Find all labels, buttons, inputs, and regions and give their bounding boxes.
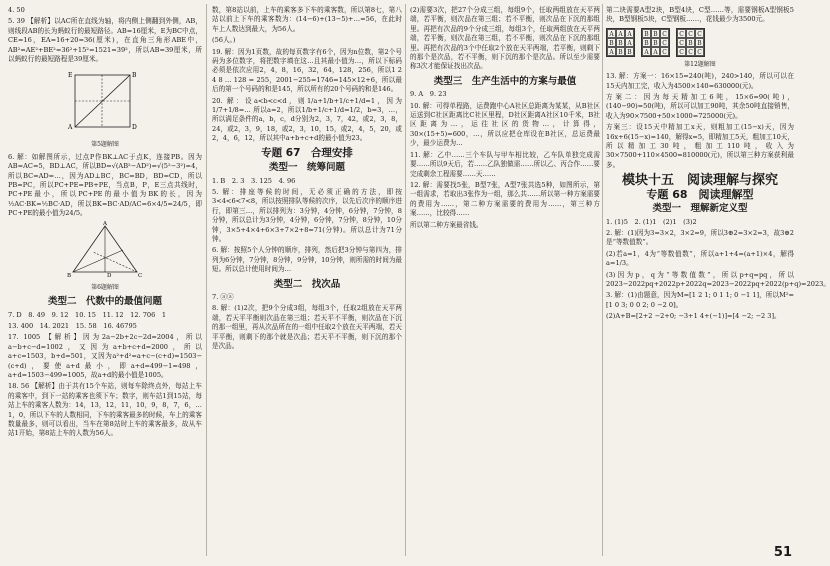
section-heading-type3: 类型三 生产生活中的方案与最值 bbox=[433, 75, 577, 87]
svg-text:B: B bbox=[132, 72, 137, 80]
answer-12: 12. 解：需要找5张，B型7张，A型7张共选5种，如图所示，第一组需求，若取出3张作为一组，那么共……所以第一种方案需要的费用为……，第二种方案需要的费用为……，第三种方案……，比较得…… bbox=[410, 180, 600, 218]
svg-text:E: E bbox=[68, 72, 73, 80]
figure-5-diagram bbox=[50, 67, 160, 137]
answer-2-part2: (2)若a=1，4为“等数值数”，所以a+1+4=(a+1)×4，解得a=1/3。 bbox=[606, 249, 794, 268]
answer-8-part2: (2)需要3次，把27个分成三组，每组9个，任取两组放在天平两端，若平衡，则次品在第三组；若不平衡，则次品在下沉的那组里。再把有次品的9个分成三组，每组3个，任取两组放在天平两端，若平衡，则次品在第三组，若不平衡，则次品在下沉的那组里。再把有次品的3个中任取2个放在天平两端，若平衡，则剩下的那个是次品，若不平衡，则下沉的那个是次品。所以至少需要称3次才能保证找出次品。 bbox=[410, 6, 600, 71]
answer-19: 19. 解：因为1页数，故的每页数字有6个，因为n位数，第2个号码为多位数字，将把数字填在这…且其最小值为…，所以下标码必须是依次应用2，4，8，16，32，64，128，256，所以1 2 4 8 … 128 = 255，2001−255=1746=145×12+6，所以最后的第一个号码的和是145，所以所有的20个号码的和是146。 bbox=[212, 47, 402, 94]
svg-text:B: B bbox=[67, 272, 72, 279]
answer-2-part1: 2. 解：(1)因为3=3×2，3×2=9，所以3⊕2=3×2=3，故3⊕2是“等数值数”。 bbox=[606, 228, 794, 247]
answer-18-cont: 数，第8站以前，上车的乘客多下车的乘客数，所以第8七，第八站以前上下车的乘客数为：(14−6)+(13−5)+…=56，在此时车上人数达到最大，为56人。 bbox=[212, 6, 402, 33]
figure-5-caption: 第5题解图 bbox=[91, 141, 119, 149]
answer-11: 11. 解：乙中……三个车队与甲车相比较，乙车队单独完成需要……所以9天后，若……乙队独做需……所以乙、丙合作……要完成剩余工程需要……天…… bbox=[410, 150, 600, 178]
topic-67-heading: 专题 67 合理安排 bbox=[261, 146, 353, 159]
answer-13-plan3: 方案三：设15天中精加工x天，则粗加工(15−x)天，因为16x+6(15−x)=140，解得x=5，即精加工5天，粗加工10天，所以精加工30吨，粗加工110吨，收入为30×7500+110×4500=810000(元)，所以第三种方案获利最多。 bbox=[606, 123, 794, 169]
answer-17: 17. 1005 【解析】因为2a−2b+2c−2d=2004，所以a−b+c−d=1002，又因为a+b+c+d=2000，所以a+c=1503，b+d=501，又因为a²+d²=a+c−(c+d)=1503−(c+d)，要使a+d最小，即a+d=499−1=498，a+d=1503−499=1005，故a+d的最小值是1005。 bbox=[8, 333, 202, 379]
grid-b: B B C B B C A A C bbox=[641, 28, 670, 57]
svg-text:D: D bbox=[107, 272, 112, 279]
answer-7: 7. ⓐⓐ bbox=[212, 292, 234, 301]
grid-a: A A A B B A A B B bbox=[606, 28, 635, 57]
answer-5: 5. 39 【解析】以AC所在直线为轴，将内侧上侧翻到外侧，AB，则线段AB的长为蚂蚁行的最短路径。AB=16厘米，E为BC中点，CE=16，EA=16+20=36(厘米)，在直角三角形ABE中，AB²=AE²+BE²=36²+15²=1521=39²，所以AB=39厘米，所以蚂蚁行的最短路程是39厘米。 bbox=[8, 17, 202, 64]
answer-13-plan2: 方案二：因为每天精加工6吨，15×6=90(吨)，(140−90)=50(吨)，所以可以加工90吨，其余50吨直接销售，收入为90×7500+50×1000=725000(元)。 bbox=[606, 93, 794, 120]
page-number: 51 bbox=[773, 545, 792, 560]
figure-6-caption: 第6题解图 bbox=[91, 283, 119, 291]
answer-5: 5. 解：排座等候的时间，无必须正确的方法，即按3<4<6<7<8，所以按照排队等候的次序，以先后次序的顺序进行，即第三…，所以排列为：3分钟，4分钟，6分钟，7分钟，8分钟，所以总计为3分钟，4分钟，6分钟，7分钟，8分钟，10分钟，3×5+4×4+6×3+7×2+8=71(分钟)。所以总计为71分钟。 bbox=[212, 187, 402, 243]
answer-2-part3: (3)因为p，q为“等数值数”，所以p+q=pq，所以2023−2022pq+2022p+2022q=2023−2022pq+2022(p+q)=2023。 bbox=[606, 270, 830, 288]
figure-12-grids bbox=[606, 28, 794, 57]
answer-12-cont: 第二块需要A型2块，B型4块，C型……等，需要钢板A型钢板5块，B型钢板5块，C型钢板……，花钱最少为3500元。 bbox=[606, 6, 794, 24]
answer-8: 8. 解：(1)2次，把9个分成3组，每组3个，任取2组放在天平两端，若天平平衡则次品在第三组；若天平不平衡，则次品在下沉的那一组里，再从次品所在的一组中任取2个放在天平两端，若天平平衡，则剩下的那个就是次品；若天平不平衡，则下沉的那个是次品。 bbox=[212, 304, 402, 350]
column-2 bbox=[212, 6, 402, 550]
section-heading-type1: 类型一 统筹问题 bbox=[268, 162, 345, 174]
answers-1: 1. (1)5 2. (1)1 (2)1 (3)2 bbox=[606, 217, 697, 226]
answers-1-4: 1. B 2. 3 3. 125 4. 96 bbox=[212, 176, 296, 185]
answer-6: 6. 解：按照5个人分钟的顺序，排列，然后把3分钟与第四为，排列为6分钟，7分钟，8分钟，9分钟，10分钟，则所需的时间为最短。所以总计使用时间为… bbox=[212, 246, 403, 274]
answer-18-result: (56人。) bbox=[212, 36, 236, 45]
column-divider bbox=[602, 4, 603, 556]
svg-text:A: A bbox=[68, 124, 73, 132]
topic-68-heading: 专题 68 阅读理解型 bbox=[646, 187, 754, 201]
answers-7-12: 7. D 8. 49 9. 12 10. 15 11. 12 12. 706 1 bbox=[8, 310, 167, 319]
column-divider bbox=[206, 4, 207, 556]
column-4 bbox=[606, 6, 830, 550]
svg-text:C: C bbox=[138, 272, 143, 279]
answer-12-conclusion: 所以第二种方案最省钱。 bbox=[410, 220, 483, 229]
figure-6-diagram bbox=[65, 222, 145, 280]
column-divider bbox=[405, 4, 406, 556]
module-15-heading: 模块十五 阅读理解与探究 bbox=[621, 173, 778, 189]
column-1 bbox=[8, 6, 202, 550]
answer-3-part2: (2)A+B=[2+2 −2+0; −3+1 4+(−1)]=[4 −2; −2 3]。 bbox=[606, 312, 781, 321]
svg-text:A: A bbox=[103, 220, 107, 227]
column-3 bbox=[410, 6, 600, 550]
answer-18: 18. 56 【解析】由于共有15个车站，则每车除终点外，每站上车的乘客中，到下一站的乘客也须下车；数字，则车站1到15站，每站上车的乘客人数为：14，13，12，11，10，9，8，7，6，…1，0，所以下车的人数相同，下车的乘客最多的时候，车上的乘客数量最多，则可以看出，当车在第8站时上车的乘客最多，故从车站1开始，第8站上车的人数为56人。 bbox=[8, 382, 202, 438]
section-heading-type2: 类型二 代数中的最值问题 bbox=[47, 296, 162, 308]
svg-text:D: D bbox=[132, 124, 137, 132]
section-heading-type1: 类型一 理解新定义型 bbox=[652, 203, 748, 215]
grid-c: C C C C B B C C C bbox=[676, 28, 705, 57]
answer-3-part1: 3. 解：(1)由题意，因为M=[1 2 1; 0 1 1; 0 −1 1]，所以M²=[1 0 3; 0 0 2; 0 −2 0]。 bbox=[606, 291, 794, 309]
figure-12-caption: 第12题解图 bbox=[684, 60, 716, 68]
answers-13-16: 13. 400 14. 2021 15. 58 16. 46795 bbox=[8, 321, 137, 330]
answer-13-plan1: 13. 解：方案一：16×15=240(吨)，240>140，所以可以在15天内加工完，收入为4500×140=630000(元)。 bbox=[606, 72, 794, 90]
answer-20: 20. 解：设a<b<c<d，则1/a+1/b+1/c+1/d=1，因为1/7+1/8=… 所以a=2，所以1/b+1/c+1/d=1/2，b=3，…，所以满足条件的a，b，c，d分别为2，3，7，42，或2，3，8，24，或2，3，9，18，或2，3，10，15，或2，4，5，20，或2，4，6，12，所以其中a+b+c+d的最小值为23。 bbox=[212, 96, 402, 143]
answers-9: 9. A 9. 23 bbox=[410, 90, 447, 99]
answer-10: 10. 解：可得单程路，运费跑中心A社区总距离为某某，从B社区运送到C社区距离比C社区里程，D社区距离A社区10千米，B社区距离为…，运往社区的货物…，计算得，30×(15+5)=600，…，所以应把仓库设在B社区，总运费最少，最少运费为… bbox=[410, 101, 600, 148]
answer-4: 4. 50 bbox=[8, 6, 25, 14]
section-heading-type2: 类型二 找次品 bbox=[273, 278, 341, 290]
answer-6: 6. 解：如解图所示，过点P作BK⊥AC于点K，连接PB。因为AB=AC=5，BD⊥AC，所以BD=√(AB²−AD²)=√(5²−3²)=4，所以BC=AD=…，因为AD⊥BC，BC=BD，BD=CD，所以PB=PC，所以PC+PE=PB+PE，当点B，P，E三点共线时，PC+PE最小，所以PC+PE的最小值为BK的长，因为½AC·BK=½BC·AD，所以BK=BC·AD/AC=6×4/5=24/5，即PC+PE的最小值为24/5。 bbox=[8, 152, 202, 218]
